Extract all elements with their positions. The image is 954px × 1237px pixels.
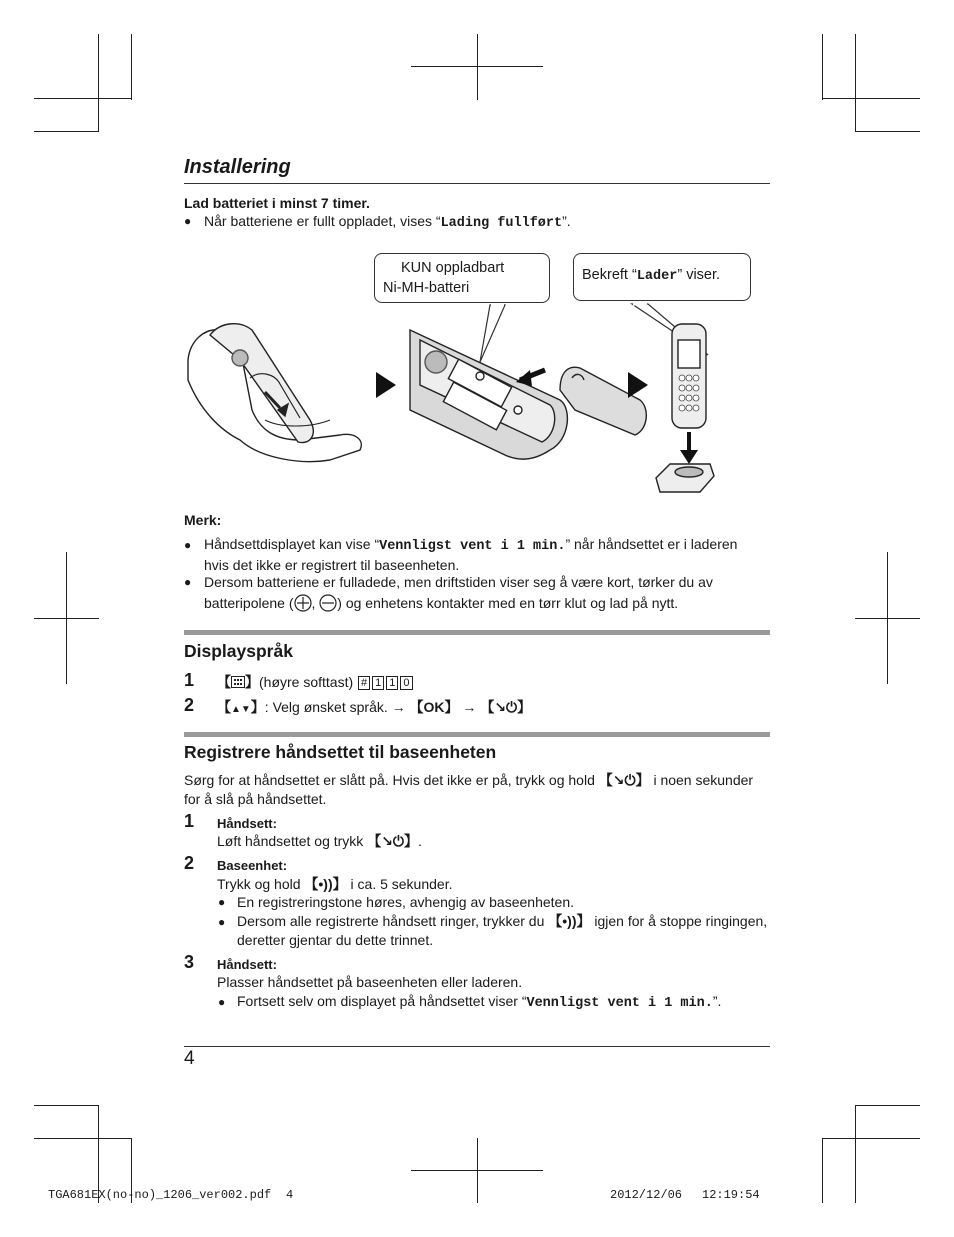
battery-install-illustration	[180, 300, 770, 500]
s1-heading: Håndsett:	[217, 816, 277, 831]
charge-bullet: Når batteriene er fullt oppladet, vises “Lading fullført”.	[204, 213, 571, 231]
callout-confirm-code: Lader	[636, 269, 678, 284]
step1-text: (høyre softtast)	[259, 674, 354, 690]
note-b1-suffix: når håndsettet er i laderen	[570, 536, 738, 552]
s1-text: Løft håndsettet og trykk 【↘⏻】.	[217, 833, 422, 849]
key-1: 1	[386, 676, 398, 690]
bullet-dot: ●	[184, 214, 192, 228]
s2-bullet-2: Dersom alle registrerte håndsett ringer, trykker du 【•))】 igjen for å stoppe ringingen, deretter gjentar du dette trinnet.	[237, 912, 777, 950]
s2-b2-prefix: Dersom alle registrerte håndsett ringer, trykker du	[237, 913, 549, 929]
up-down-icon: ▲▼	[231, 704, 251, 715]
arrow-icon: →	[462, 699, 477, 715]
callout-confirm-suffix: viser.	[682, 267, 721, 283]
step-number: 1	[184, 811, 195, 831]
note-b1-prefix: Håndsettdisplayet kan vise	[204, 536, 375, 552]
open-handset-icon	[410, 330, 567, 459]
arrow-icon: →	[391, 699, 406, 715]
bullet-dot: ●	[218, 915, 226, 929]
minus-terminal-icon	[319, 594, 337, 612]
s3-heading: Håndsett:	[217, 957, 277, 972]
locator-icon: •))	[562, 913, 577, 929]
note-b2-suffix: ) og enhetens kontakter med en tørr klut og lad på nytt.	[337, 595, 679, 611]
s2-b2-suffix: igjen for å stoppe ringingen,	[590, 913, 768, 929]
footer-page: 4	[286, 1188, 294, 1202]
key-0: 0	[400, 676, 412, 690]
s3-b1-prefix: Fortsett selv om displayet på håndsettet viser	[237, 993, 522, 1009]
charge-heading: Lad batteriet i minst 7 timer.	[184, 195, 370, 211]
s2-heading: Baseenhet:	[217, 858, 288, 873]
key-hash: #	[358, 676, 370, 690]
s3-b1-suffix: .	[717, 993, 722, 1009]
off-power-icon: ↘⏻	[612, 772, 636, 788]
bullet-dot: ●	[184, 575, 192, 589]
key-1: 1	[372, 676, 384, 690]
ok-key: OK	[423, 699, 445, 715]
intro-suffix: i noen sekunder	[649, 772, 754, 788]
step-number: 3	[184, 952, 195, 972]
hand-opening-cover-icon	[188, 324, 361, 462]
note-bullet-2: Dersom batteriene er fulladede, men driftstiden viser seg å være kort, tørker du av batteripolene ( , ) og enhetens kontakter med en tørr klut og lad på nytt.	[204, 573, 774, 613]
callout-battery-line1: KUN oppladbart	[401, 260, 505, 276]
step-number: 1	[184, 670, 195, 690]
footer-date: 2012/12/06	[610, 1188, 683, 1202]
bullet-dot: ●	[218, 995, 226, 1009]
charge-bullet-suffix: .	[566, 213, 571, 229]
section-rule	[184, 732, 770, 737]
section-rule	[184, 630, 770, 635]
plus-terminal-icon	[294, 594, 312, 612]
note-bullet-1: Håndsettdisplayet kan vise “Vennligst vent i 1 min.” når håndsettet er i laderen hvis det ikke er registrert til baseenheten.	[204, 535, 774, 575]
s2-b2-line2: deretter gjentar du dette trinnet.	[237, 932, 434, 948]
charge-bullet-code: Lading fullført	[440, 216, 563, 231]
page-number: 4	[184, 1048, 195, 1069]
intro-line2: for å slå på håndsettet.	[184, 791, 327, 807]
locator-icon: •))	[318, 876, 333, 892]
register-title: Registrere håndsettet til baseenheten	[184, 742, 497, 762]
step2-text: : Velg ønsket språk.	[264, 699, 388, 715]
bullet-dot: ●	[218, 895, 226, 909]
s2-prefix: Trykk og hold	[217, 876, 305, 892]
callout-confirm-prefix: Bekreft	[582, 267, 632, 283]
callout-battery	[374, 253, 550, 303]
arrow-right-icon	[376, 372, 396, 398]
callout-battery-line2: Ni-MH-batteri	[383, 280, 470, 296]
step-number: 2	[184, 853, 195, 873]
s2-suffix: i ca. 5 sekunder.	[346, 876, 453, 892]
arrow-right-icon	[628, 372, 648, 398]
note-b1-line2: hvis det ikke er registrert til baseenheten.	[204, 557, 460, 573]
off-power-icon: ↘⏻	[494, 699, 518, 715]
register-intro: Sørg for at håndsettet er slått på. Hvis det ikke er på, trykk og hold 【↘⏻】 i noen sekunder for å slå på håndsettet.	[184, 771, 770, 809]
note-heading: Merk:	[184, 512, 222, 528]
display-lang-step1: 【 】(høyre softtast) # 1 1 0	[217, 673, 414, 692]
menu-softkey-icon	[231, 676, 245, 688]
s3-b1-code: Vennligst vent i 1 min.	[526, 996, 713, 1011]
note-b2-prefix: batteripolene (	[204, 595, 294, 611]
footer-file: TGA681EX(no-no)_1206_ver002.pdf	[48, 1188, 272, 1202]
s3-text: Plasser håndsettet på baseenheten eller laderen.	[217, 974, 523, 990]
section-title: Installering	[184, 156, 291, 178]
footer-rule	[184, 1046, 770, 1047]
callout-confirm: Bekreft “Lader” viser.	[573, 253, 751, 301]
charger-icon	[656, 464, 714, 492]
s1-text-body: Løft håndsettet og trykk	[217, 833, 368, 849]
header-rule	[184, 183, 770, 184]
footer-time: 12:19:54	[702, 1188, 760, 1202]
s3-bullet-1: Fortsett selv om displayet på håndsettet viser “Vennligst vent i 1 min.”.	[237, 993, 722, 1011]
s2-text: Trykk og hold 【•))】 i ca. 5 sekunder.	[217, 876, 453, 892]
intro-prefix: Sørg for at håndsettet er slått på. Hvis det ikke er på, trykk og hold	[184, 772, 599, 788]
note-b2-line1: Dersom batteriene er fulladede, men driftstiden viser seg å være kort, tørker du av	[204, 574, 713, 590]
handset-upright-icon	[672, 324, 706, 428]
display-lang-title: Displayspråk	[184, 641, 293, 661]
s2-bullet-1: En registreringstone høres, avhengig av baseenheten.	[237, 894, 574, 910]
bullet-dot: ●	[184, 538, 192, 552]
step-number: 2	[184, 695, 195, 715]
note-b1-code: Vennligst vent i 1 min.	[379, 539, 566, 554]
display-lang-step2: 【▲▼】: Velg ønsket språk. → 【OK】 → 【↘⏻】	[217, 699, 532, 715]
off-power-icon: ↘⏻	[381, 833, 404, 849]
charge-bullet-text: Når batteriene er fullt oppladet, vises	[204, 213, 436, 229]
